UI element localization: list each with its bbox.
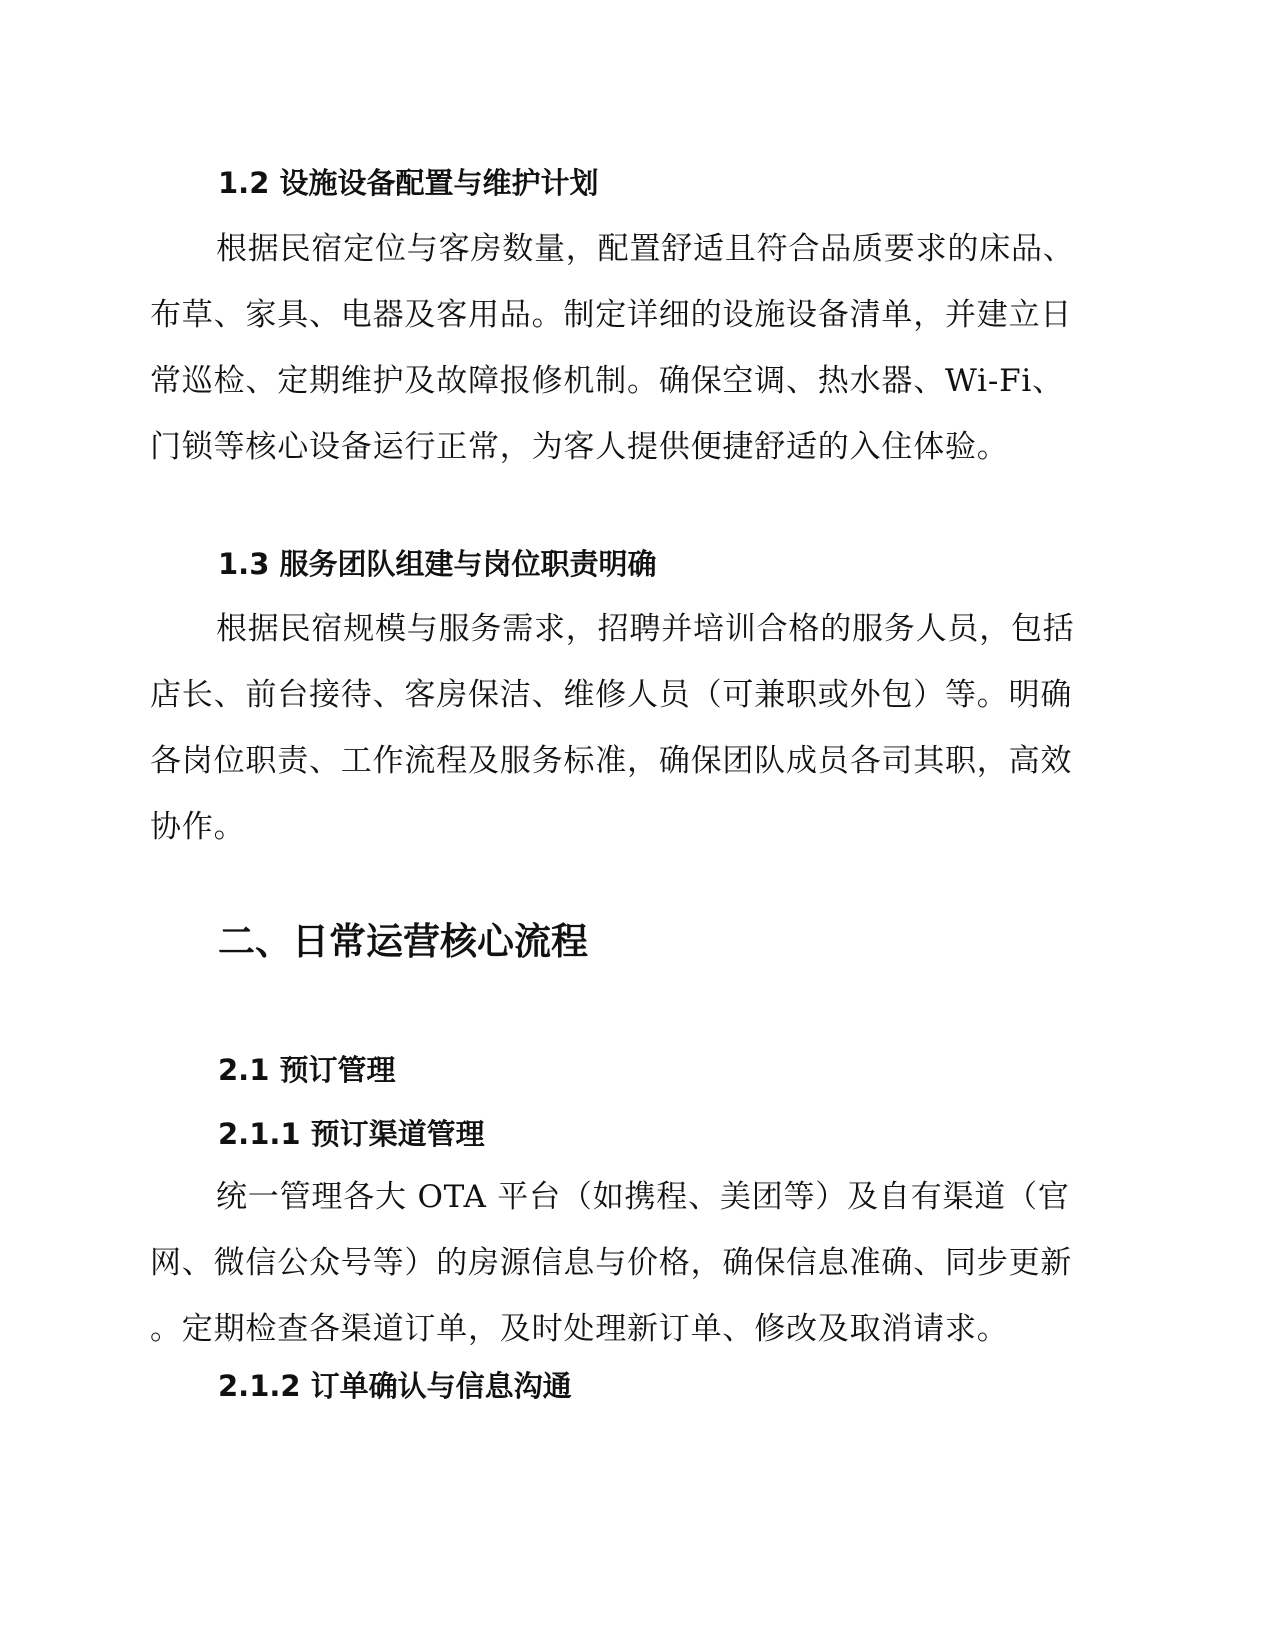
paragraph-line: 统一管理各大 OTA 平台（如携程、美团等）及自有渠道（官 xyxy=(216,1179,1070,1215)
paragraph-1-2 xyxy=(150,216,1130,480)
chapter-heading-2: 二、日常运营核心流程 xyxy=(218,920,588,963)
paragraph-line: 门锁等核心设备运行正常，为客人提供便捷舒适的入住体验。 xyxy=(150,429,1009,465)
paragraph-line: 布草、家具、电器及客用品。制定详细的设施设备清单，并建立日 xyxy=(150,297,1073,333)
paragraph-line: 根据民宿规模与服务需求，招聘并培训合格的服务人员，包括 xyxy=(216,611,1075,647)
paragraph-line: 各岗位职责、工作流程及服务标准，确保团队成员各司其职，高效 xyxy=(150,743,1073,779)
paragraph-line: 协作。 xyxy=(150,809,246,845)
subsection-heading-2-1-1: 2.1.1 预订渠道管理 xyxy=(218,1117,485,1151)
paragraph-line: 。定期检查各渠道订单，及时处理新订单、修改及取消请求。 xyxy=(150,1311,1009,1347)
section-heading-1-2: 1.2 设施设备配置与维护计划 xyxy=(218,166,599,200)
paragraph-line: 店长、前台接待、客房保洁、维修人员（可兼职或外包）等。明确 xyxy=(150,677,1073,713)
paragraph-line: 常巡检、定期维护及故障报修机制。确保空调、热水器、Wi-Fi、 xyxy=(150,363,1064,399)
section-heading-1-3: 1.3 服务团队组建与岗位职责明确 xyxy=(218,547,657,581)
subsection-heading-2-1-2: 2.1.2 订单确认与信息沟通 xyxy=(218,1369,572,1403)
paragraph-1-3 xyxy=(150,596,1130,860)
section-heading-2-1: 2.1 预订管理 xyxy=(218,1053,396,1087)
paragraph-line: 网、微信公众号等）的房源信息与价格，确保信息准确、同步更新 xyxy=(150,1245,1073,1281)
paragraph-2-1-1 xyxy=(150,1164,1130,1362)
paragraph-line: 根据民宿定位与客房数量，配置舒适且符合品质要求的床品、 xyxy=(216,231,1075,267)
